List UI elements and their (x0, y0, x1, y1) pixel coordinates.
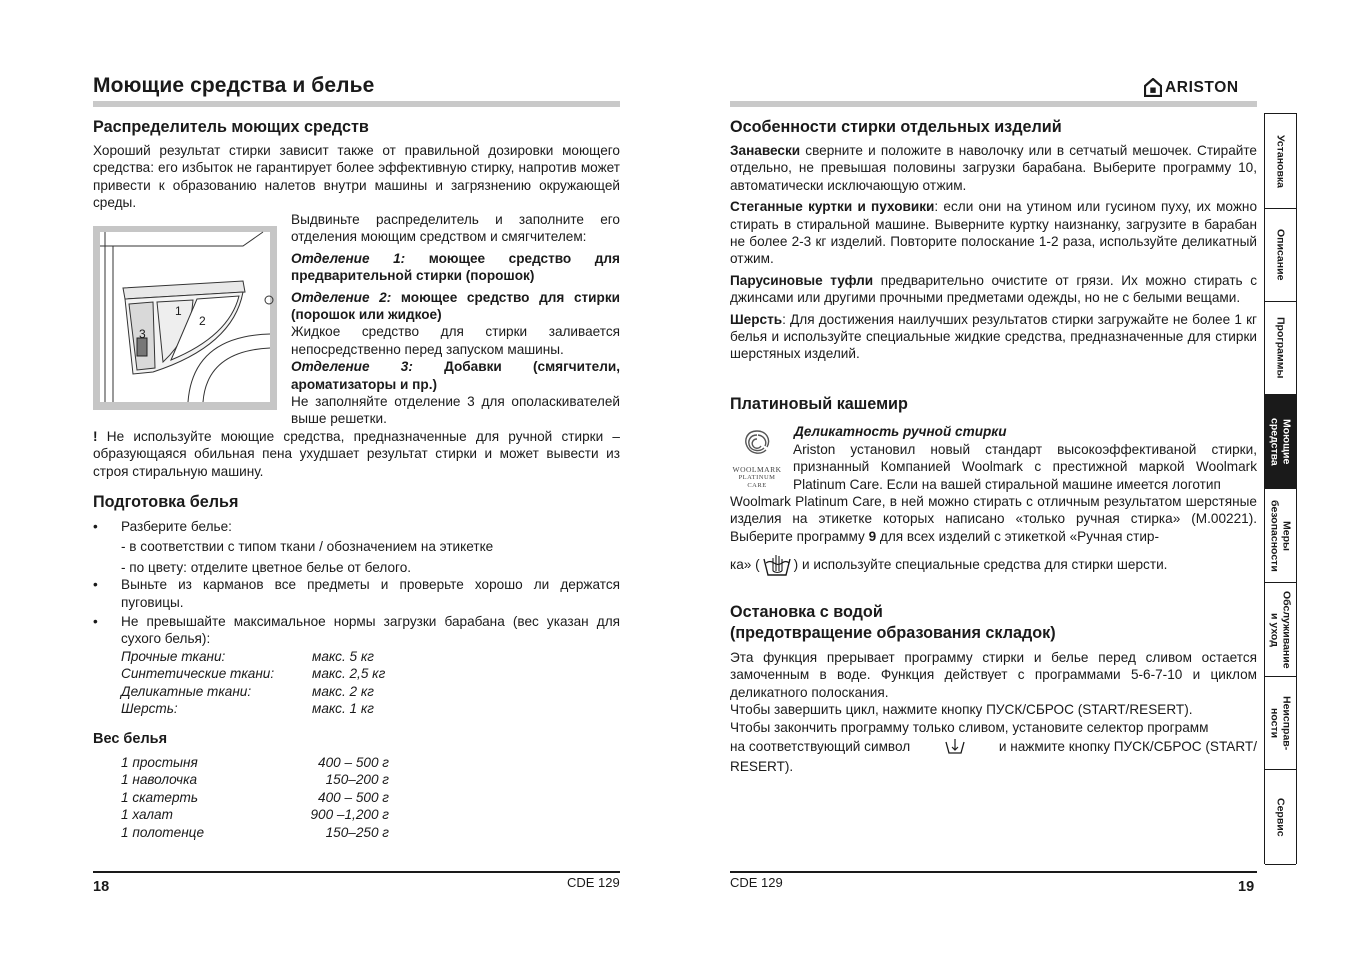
stop-heading (730, 602, 1056, 644)
curtains-paragraph (730, 142, 1257, 194)
woolmark-line2: PLATINUM (738, 474, 776, 481)
dispenser-intro: Хороший результат стирки зависит также от правильной дозировки моющего средства: его избыток не гарантирует более эффективную стирку, напротив может привести к образованию налетов внутри машины и загрязнению окружающей среды. (93, 143, 620, 211)
woolmark-logo (730, 428, 784, 490)
figure-label-2: 2 (199, 314, 206, 328)
weight-item: 1 халат (121, 807, 173, 823)
liquid-note: Жидкое средство для стирки заливается непосредственно перед запуском машины. (291, 324, 620, 357)
tab-label: Неисправ- ности (1268, 695, 1293, 751)
footer-rule-left (93, 871, 620, 873)
wool-text: : Для достижения наилучших результатов стирки загружайте не более 1 кг белья и используйте специальные жидкие средства, предназначенные для стирки шерстяных изделий. (730, 311, 1257, 362)
cashmere-text-3a: ка» ( (730, 557, 760, 573)
load-max: макс. 5 кг (312, 648, 374, 664)
load-table (121, 648, 385, 718)
load-fabric: Шерсть: (121, 701, 178, 717)
tab-service[interactable] (1265, 770, 1296, 865)
jackets-label: Стеганные куртки и пуховики (730, 199, 935, 215)
shoes-label: Парусиновые туфли (730, 272, 874, 288)
table-row (121, 771, 389, 788)
model-left: CDE 129 (567, 875, 620, 890)
cashmere-text-2b: для всех изделий с этикеткой «Ручная стир- (876, 528, 1159, 544)
bullet-icon: • (93, 519, 98, 534)
cashmere-text-1: Ariston установил новый стандарт высокоэффективаной стирки, признанный Компанией Woolmark с престижной маркой Woolmark Platinum Care. Если на вашей стиральной машине имеется логотип (793, 442, 1257, 492)
curtains-label: Занавески (730, 143, 801, 158)
title-rule (93, 101, 620, 107)
warning-mark: ! (93, 429, 98, 444)
load-fabric: Синтетические ткани: (121, 666, 275, 682)
tab-description[interactable] (1265, 209, 1296, 302)
model-right: CDE 129 (730, 875, 783, 890)
compartment-2-label: Отделение 2: (291, 289, 392, 305)
jackets-text: : если они на утином или гусином пуху, их можно стирать в стиральной машине. Выверните куртку наизнанку, загрузите в барабан не более 2-3 кг изделий. Повторите полоскание 1-2 раза, используйте деликатный отжим. (730, 199, 1258, 267)
tab-label: Установка (1274, 134, 1287, 188)
compartment-2-text: моющее средство для стирки (порошок или жидкое) (291, 289, 620, 323)
list-item (93, 576, 620, 611)
stop-heading-line1: Остановка с водой (730, 603, 883, 621)
woolmark-line3: CARE (747, 482, 767, 489)
compartment-1-text: моющее средство для предварительной стирки (порошок) (291, 250, 620, 284)
cashmere-subheading: Деликатность ручной стирки (794, 424, 1007, 439)
stop-text-4b: и нажмите кнопку ПУСК/СБРОС (START/ (998, 739, 1257, 755)
weight-value: 150–250 г (325, 824, 389, 840)
table-row (121, 806, 389, 823)
tab-label: Меры безопасности (1268, 499, 1293, 572)
dispenser-drawing (93, 226, 277, 410)
table-row (121, 754, 389, 771)
weight-heading: Вес белья (93, 731, 168, 747)
brand-name: ARISTON (1165, 78, 1239, 96)
drain-symbol-icon (944, 738, 966, 756)
bullet-icon: • (93, 614, 98, 630)
load-max: макс. 2,5 кг (312, 666, 386, 682)
bullet-icon: • (93, 577, 98, 593)
prep-sub-2: - по цвету: отделите цветное белье от белого. (121, 559, 412, 575)
tab-label: Моющие средства (1268, 417, 1293, 466)
weight-value: 400 – 500 г (318, 755, 389, 770)
cashmere-text-2 (730, 493, 1257, 545)
load-max: макс. 1 кг (312, 701, 374, 717)
stop-text-3: Чтобы закончить программу только сливом, установите селектор программ (730, 719, 1209, 735)
tab-maintenance[interactable] (1265, 583, 1296, 677)
weight-value: 150–200 г (325, 772, 389, 788)
tab-programs[interactable] (1265, 302, 1296, 395)
curtains-text: сверните и положите в наволочку или в сетчатый мешочек. Стирайте отдельно, не превышая половины загрузки барабана. Выберите программу 10, автоматически исключающую отжим. (730, 143, 1257, 193)
load-fabric: Деликатные ткани: (121, 683, 252, 699)
special-items (730, 142, 1257, 363)
pull-out-text: Выдвиньте распределитель и заполните его отделения моющим средством и смягчителем: (291, 212, 620, 245)
left-page (0, 0, 675, 954)
hand-wash-warning (93, 428, 620, 480)
table-row (121, 789, 389, 806)
stop-text-5: RESERT). (730, 759, 794, 775)
weight-item: 1 полотенце (121, 824, 205, 840)
woolmark-icon (740, 428, 774, 460)
compartment-3-text: Добавки (смягчители, ароматизаторы и пр.) (291, 359, 620, 392)
tab-installation[interactable] (1265, 114, 1296, 209)
compartment-2 (291, 289, 620, 324)
header-rule-right (730, 101, 1257, 107)
cashmere-text-2a: Woolmark Platinum Care, в ней можно стирать с отличным результатом шерстяные изделия на этикетке которых написано «только ручная стирка» (M.00221). Выберите программу (730, 494, 1257, 544)
prep-sub-1: - в соответствии с типом ткани / обозначением на этикетке (121, 539, 494, 555)
table-row (121, 665, 385, 682)
cashmere-heading: Платиновый кашемир (730, 395, 908, 413)
figure-label-1: 1 (175, 304, 182, 318)
load-max: макс. 2 кг (312, 683, 374, 699)
cashmere-text-3b: ) и используйте специальные средства для стирки шерсти. (793, 557, 1168, 573)
shoes-text: предварительно очистите от грязи. Их можно стирать с джинсами или другими прочными предметами одежды, но не с белыми вещами. (730, 272, 1258, 306)
weight-value: 900 –1,200 г (310, 807, 389, 823)
stop-text-2: Чтобы завершить цикл, нажмите кнопку ПУСК/СБРОС (START/RESERT). (730, 702, 1193, 718)
weight-item: 1 простыня (121, 755, 198, 770)
prep-list (93, 518, 620, 717)
section-tabs (1264, 113, 1297, 864)
load-fabric: Прочные ткани: (121, 648, 226, 664)
table-row (121, 700, 385, 717)
compartment-1-label: Отделение 1: (291, 250, 406, 266)
stop-text-1: Эта функция прерывает программу стирки и белье перед сливом остается замоченным в воде. Функция действует с программами 5-6-7-10 и циклом деликатного полоскания. (730, 650, 1257, 700)
table-row (121, 683, 385, 700)
prep-heading: Подготовка белья (93, 493, 239, 511)
right-page (675, 0, 1351, 954)
compartment-1 (291, 250, 620, 285)
weight-item: 1 наволочка (121, 772, 198, 788)
tab-label: Сервис (1274, 797, 1287, 837)
weight-table (121, 754, 389, 841)
tab-troubleshooting[interactable] (1265, 677, 1296, 770)
list-item (93, 518, 620, 576)
program-number: 9 (868, 528, 877, 544)
table-row (121, 648, 385, 665)
tab-label: Обслуживание и уход (1268, 590, 1293, 669)
dispenser-illustration (93, 226, 277, 410)
list-item (93, 613, 620, 717)
stop-body (730, 649, 1257, 775)
warning-text: Не используйте моющие средства, предназначенные для ручной стирки – образующаяся обильная пена ухудшает результат стирки и может вывести из строя стиральную машину. (93, 429, 620, 479)
compartment-3-label: Отделение 3: (291, 359, 413, 375)
table-row (121, 824, 389, 841)
compartment-3 (291, 358, 620, 393)
weight-item: 1 скатерть (121, 789, 199, 805)
footer-rule-right (730, 871, 1257, 873)
wool-label: Шерсть (730, 311, 783, 327)
page-title: Моющие средства и белье (93, 74, 375, 97)
stop-heading-line2: (предотвращение образования складок) (730, 624, 1056, 642)
special-heading: Особенности стирки отдельных изделий (730, 118, 1062, 136)
prep-bullet-3: Не превышайте максимальное нормы загрузки барабана (вес указан для сухого белья): (121, 614, 620, 647)
tab-label: Программы (1274, 317, 1287, 379)
stop-text-4a: на соответствующий символ (730, 739, 911, 755)
shoes-paragraph (730, 272, 1257, 307)
hand-wash-icon (761, 552, 793, 578)
figure-label-3: 3 (139, 327, 146, 341)
house-icon (1144, 78, 1162, 97)
tab-label: Описание (1274, 229, 1287, 281)
tab-detergents[interactable] (1265, 395, 1296, 489)
prep-bullet-1: Разберите белье: (121, 519, 232, 534)
weight-value: 400 – 500 г (318, 789, 389, 805)
jackets-paragraph (730, 198, 1257, 268)
stop-text-4 (730, 738, 1257, 756)
woolmark-line1: WOOLMARK (732, 465, 782, 474)
prep-bullet-2: Выньте из карманов все предметы и проверьте хорошо ли держатся пуговицы. (121, 577, 620, 610)
cashmere-text-3 (730, 552, 1167, 578)
compartment-3-note: Не заполняйте отделение 3 для ополаскивателей выше решетки. (291, 394, 620, 427)
dispenser-instructions (291, 211, 620, 428)
wool-paragraph (730, 311, 1257, 363)
dispenser-heading: Распределитель моющих средств (93, 118, 369, 136)
brand-logo (1144, 78, 1239, 97)
tab-safety[interactable] (1265, 489, 1296, 583)
page-number-right: 19 (1238, 879, 1255, 895)
page-number-left: 18 (93, 879, 110, 895)
